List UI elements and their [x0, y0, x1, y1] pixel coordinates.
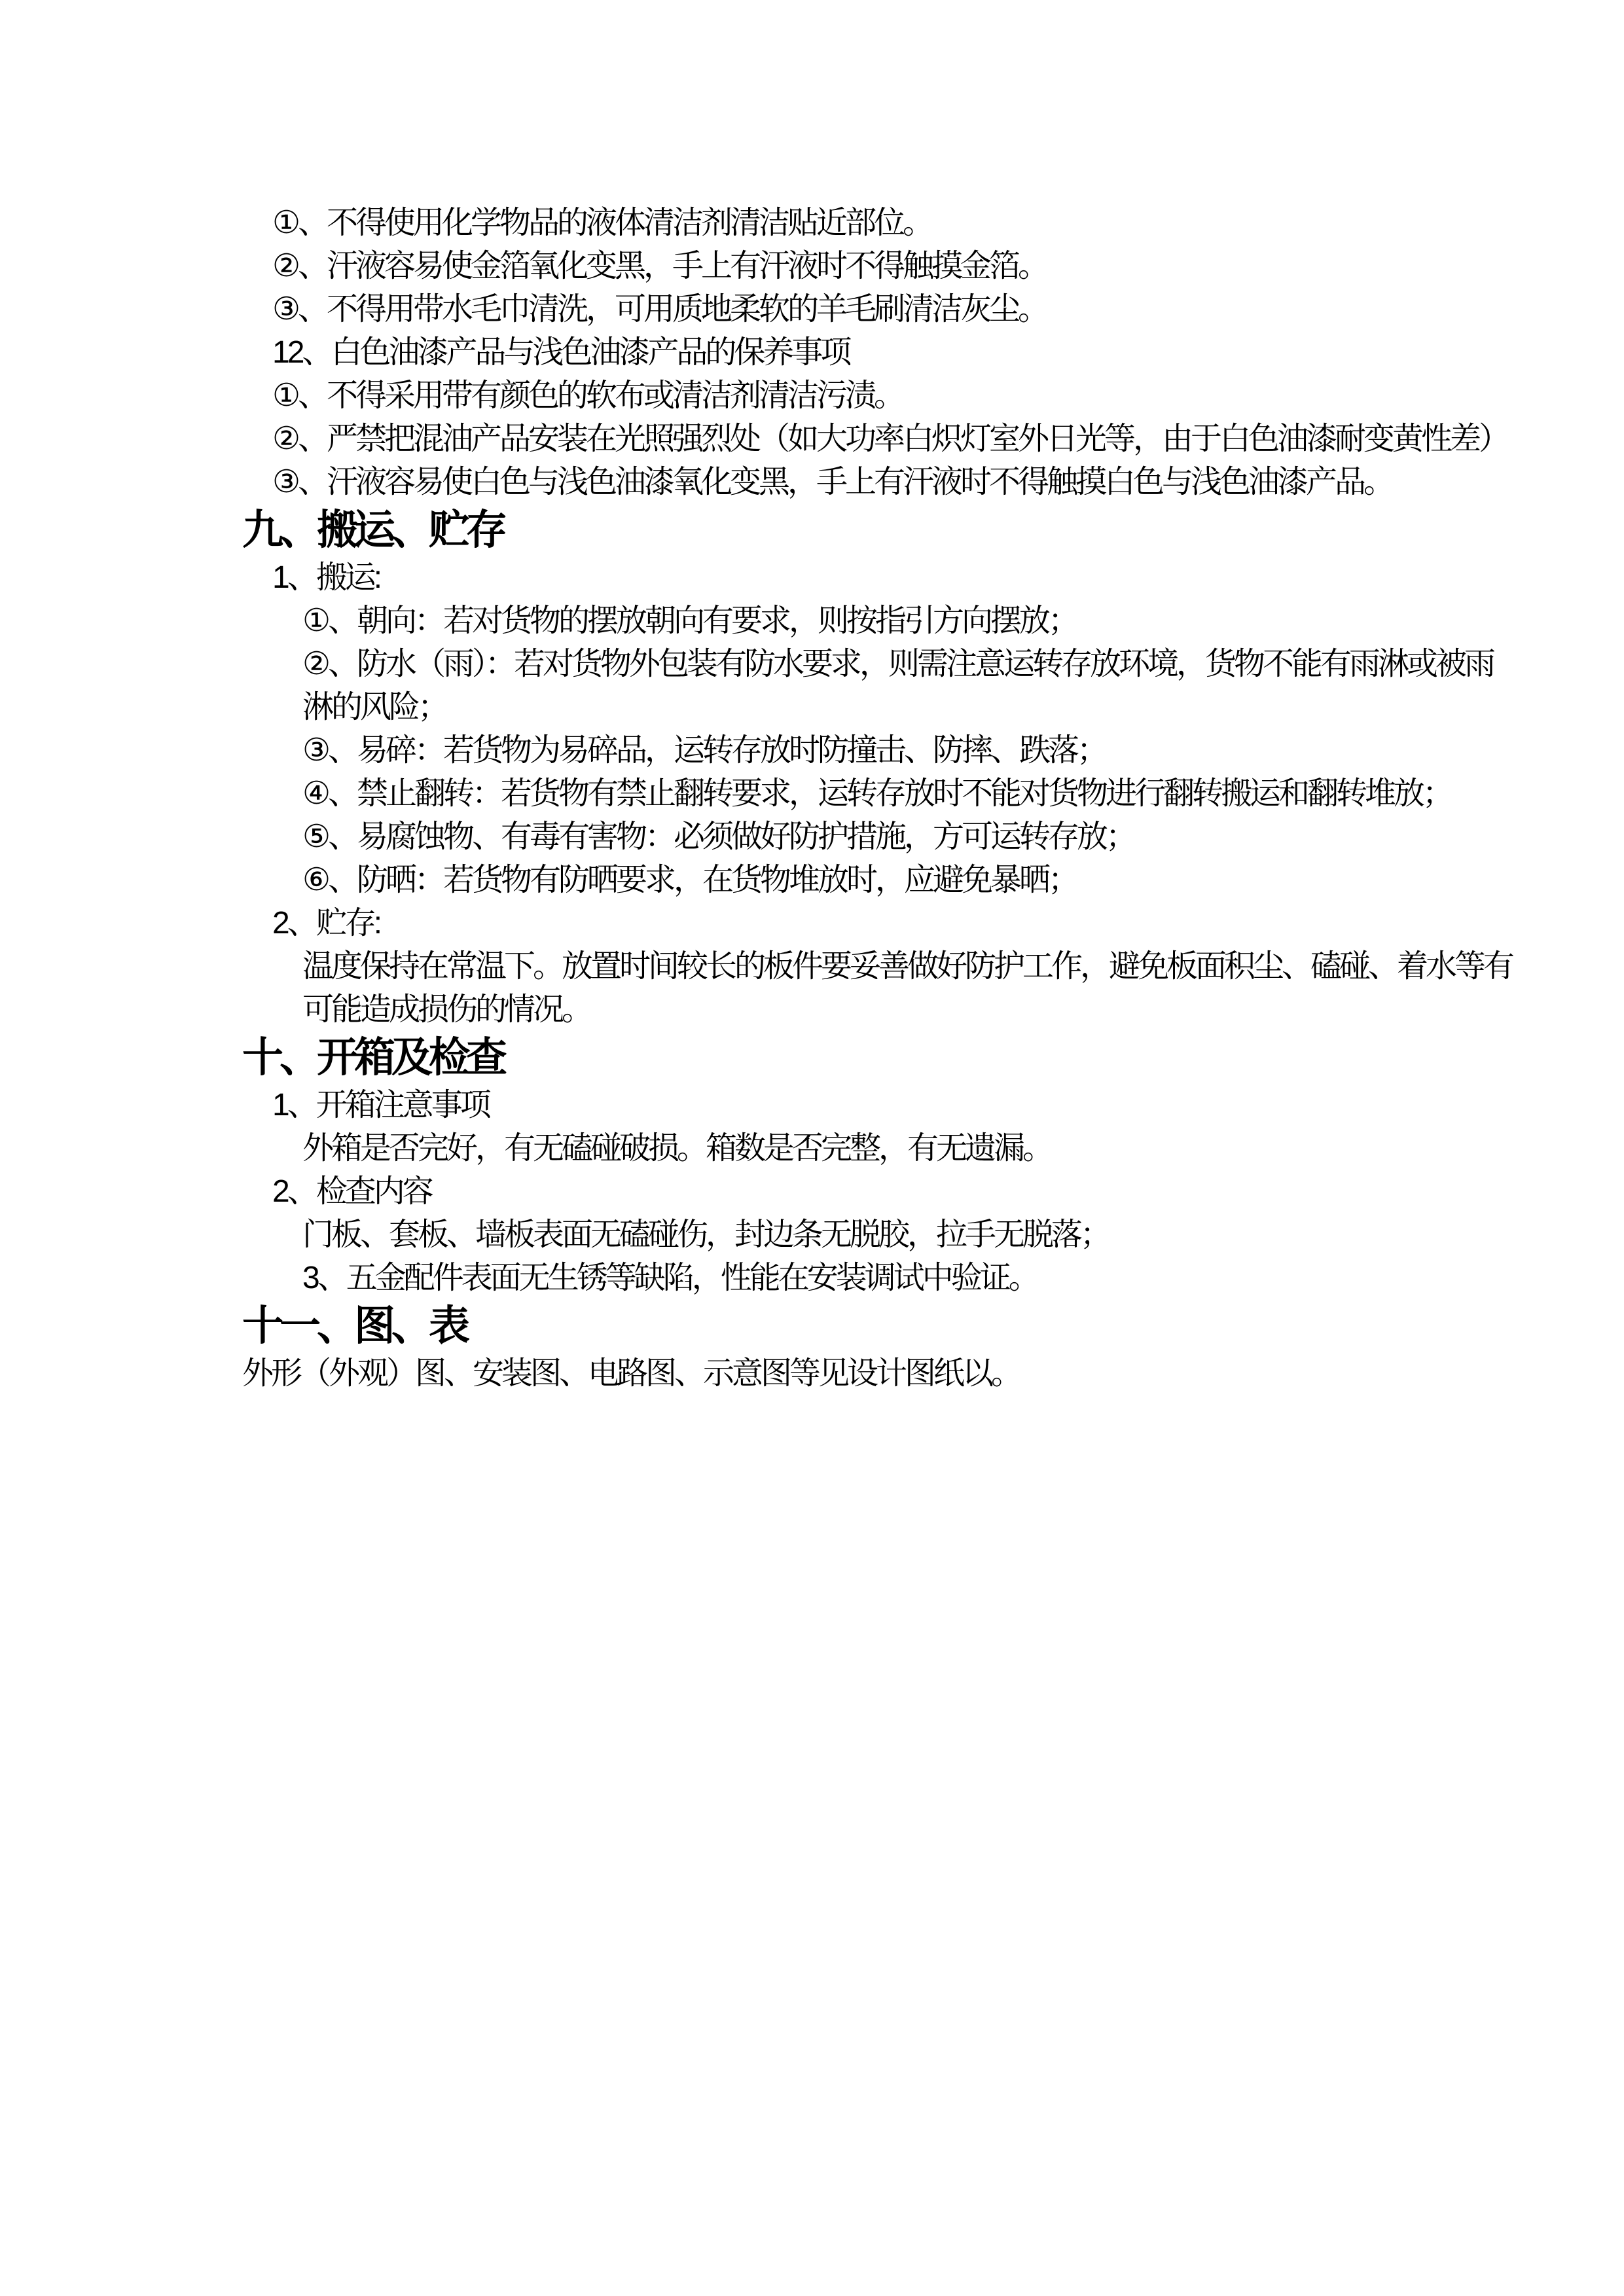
text-line: ③、易碎：若货物为易碎品，运转存放时防撞击、防摔、跌落； [302, 733, 1106, 768]
text-line: 2、检查内容 [272, 1174, 431, 1209]
text-line: 淋的风险； [302, 690, 447, 725]
text-line: ①、不得采用带有颜色的软布或清洁剂清洁污渍。 [272, 378, 903, 413]
text-line: ②、严禁把混油产品安装在光照强烈处（如大功率白炽灯室外日光等，由于白色油漆耐变黄性差） [272, 422, 1508, 456]
text-line: ④、禁止翻转：若货物有禁止翻转要求，运转存放时不能对货物进行翻转搬运和翻转堆放； [302, 776, 1452, 811]
text-line: ③、不得用带水毛巾清洗，可用质地柔软的羊毛刷清洁灰尘。 [272, 292, 1047, 327]
section-heading: 十一、图、表 [242, 1303, 466, 1349]
text-line: ⑥、防晒：若货物有防晒要求，在货物堆放时，应避免暴晒； [302, 863, 1077, 897]
text-line: 外箱是否完好，有无磕碰破损。箱数是否完整，有无遗漏。 [302, 1131, 1052, 1166]
text-line: 3、五金配件表面无生锈等缺陷，性能在安装调试中验证。 [302, 1261, 1038, 1295]
text-line: ②、防水（雨）：若对货物外包装有防水要求，则需注意运转存放环境，货物不能有雨淋或被雨 [302, 647, 1494, 681]
text-line: 1、开箱注意事项 [272, 1088, 489, 1122]
text-line: ⑤、易腐蚀物、有毒有害物：必须做好防护措施，方可运转存放； [302, 819, 1135, 854]
text-line: 门板、套板、墙板表面无磕碰伤，封边条无脱胶，拉手无脱落； [302, 1217, 1110, 1252]
text-line: 可能造成损伤的情况。 [302, 992, 591, 1027]
text-line: ②、汗液容易使金箔氧化变黑，手上有汗液时不得触摸金箔。 [272, 249, 1047, 283]
text-line: 温度保持在常温下。放置时间较长的板件要妥善做好防护工作，避免板面积尘、磕碰、着水等有 [302, 949, 1513, 984]
section-heading: 九、搬运、贮存 [242, 507, 503, 553]
text-line: 外形（外观）图、安装图、电路图、示意图等见设计图纸以。 [242, 1356, 1020, 1391]
text-line: ③、汗液容易使白色与浅色油漆氧化变黑，手上有汗液时不得触摸白色与浅色油漆产品。 [272, 465, 1393, 499]
text-line: 2、贮存: [272, 906, 380, 941]
section-heading: 十、开箱及检查 [242, 1035, 503, 1081]
text-line: ①、不得使用化学物品的液体清洁剂清洁贴近部位。 [272, 206, 932, 240]
text-line: 1、搬运: [272, 560, 380, 595]
text-line: 12、白色油漆产品与浅色油漆产品的保养事项 [272, 335, 850, 370]
text-line: ①、朝向：若对货物的摆放朝向有要求，则按指引方向摆放； [302, 603, 1077, 638]
